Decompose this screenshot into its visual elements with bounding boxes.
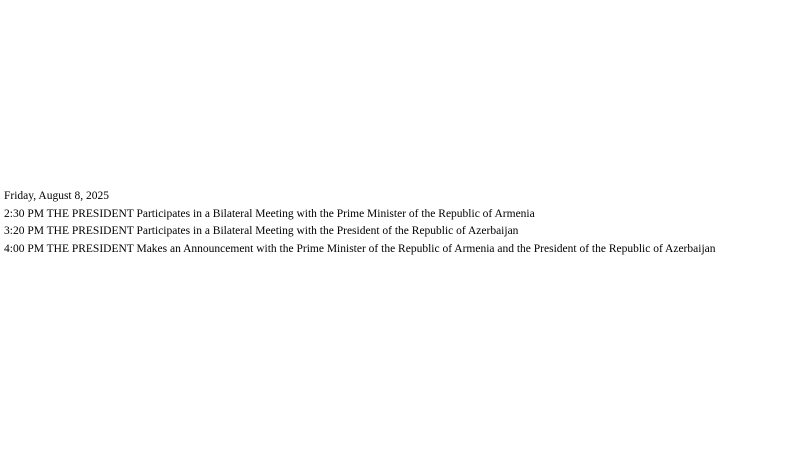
schedule-entry: 4:00 PM THE PRESIDENT Makes an Announcement with the Prime Minister of the Republic of Armenia and the President of the Republic of Azerbaijan: [4, 242, 716, 255]
daily-schedule: [4, 188, 796, 258]
schedule-entry: 2:30 PM THE PRESIDENT Participates in a Bilateral Meeting with the Prime Minister of the Republic of Armenia: [4, 207, 535, 220]
schedule-entry: 3:20 PM THE PRESIDENT Participates in a Bilateral Meeting with the President of the Republic of Azerbaijan: [4, 225, 519, 237]
schedule-date-heading: Friday, August 8, 2025: [4, 190, 109, 202]
